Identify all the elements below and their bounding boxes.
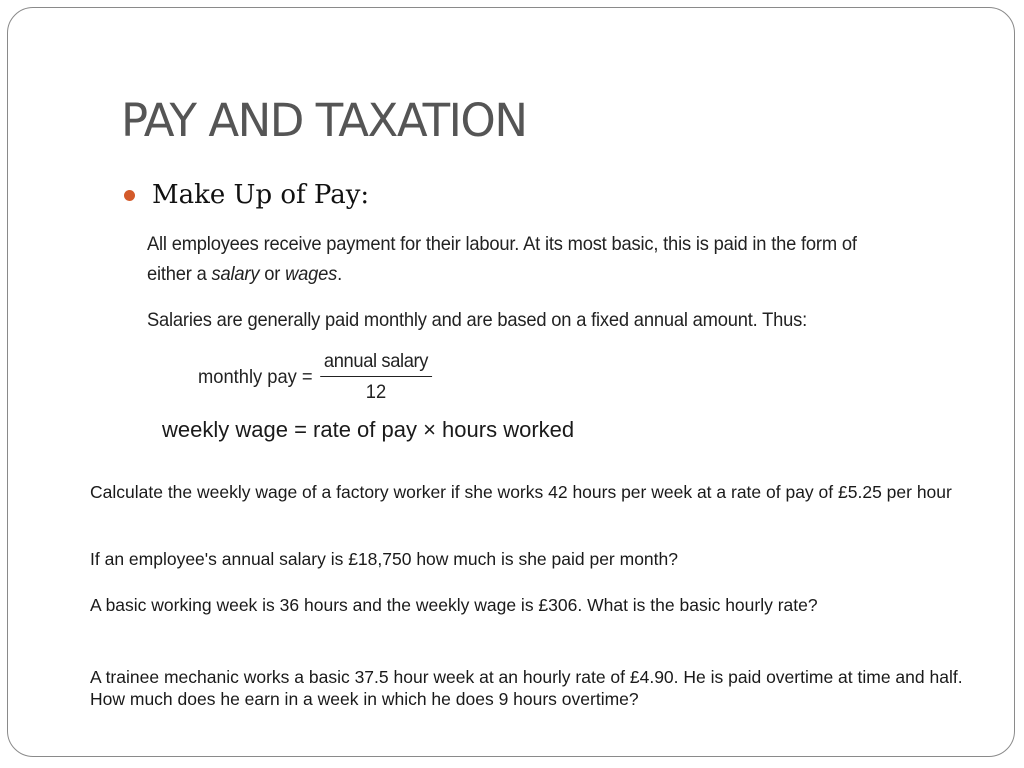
monthly-pay-formula [198,350,432,404]
question-4: A trainee mechanic works a basic 37.5 hour week at an hourly rate of £4.90. He is paid overtime at time and half. How much does he earn in a week in which he does 9 hours overtime? [90,667,963,709]
intro-or: or [259,263,286,285]
slide-frame [7,7,1015,757]
question-2: If an employee's annual salary is £18,750 how much is she paid per month? [90,549,678,569]
slide-title: PAY AND TAXATION [121,94,527,147]
intro-text: All employees receive payment for their labour. At its most basic, this is paid in the form of either a [147,233,857,285]
intro-end: . [337,263,343,285]
intro-wages-term: wages [285,263,338,285]
formula-numerator: annual salary [320,350,432,377]
question-3: A basic working week is 36 hours and the weekly wage is £306. What is the basic hourly rate? [90,595,818,615]
formula-denominator: 12 [365,381,387,403]
question-1: Calculate the weekly wage of a factory worker if she works 42 hours per week at a rate of pay of £5.25 per hour [90,482,952,502]
bullet-dot-icon [124,190,135,201]
intro-salary-term: salary [211,263,260,285]
weekly-wage-formula: weekly wage = rate of pay × hours worked [162,417,575,442]
salaries-paragraph: Salaries are generally paid monthly and are based on a fixed annual amount. Thus: [147,309,808,331]
bullet-item [124,180,369,210]
formula-fraction [320,350,432,404]
intro-paragraph [147,229,899,289]
bullet-text: Make Up of Pay: [152,180,370,210]
formula-lhs: monthly pay = [198,365,313,388]
